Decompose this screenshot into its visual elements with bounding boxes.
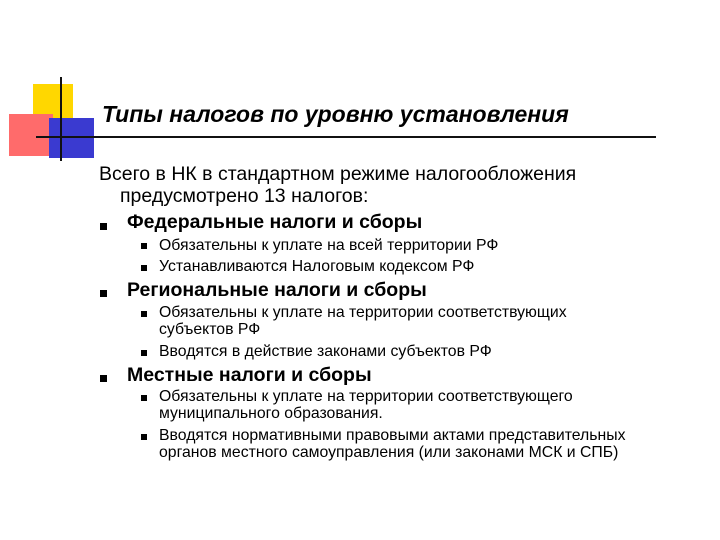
list-item: Устанавливаются Налоговым кодексом РФ — [159, 258, 475, 275]
section-bullet — [100, 290, 107, 297]
intro-line-2: предусмотрено 13 налогов: — [120, 185, 369, 207]
item-bullet — [141, 395, 147, 401]
intro-line-1: Всего в НК в стандартном режиме налогообложения — [99, 163, 577, 185]
section-bullet — [100, 223, 107, 230]
list-item-line: муниципального образования. — [159, 405, 383, 422]
decoration-vertical-line — [60, 77, 62, 161]
list-item-line: субъектов РФ — [159, 321, 261, 338]
section-heading-local: Местные налоги и сборы — [127, 364, 372, 386]
slide-title: Типы налогов по уровню установления — [102, 101, 569, 127]
item-bullet — [141, 265, 147, 271]
list-item-line: органов местного самоуправления (или законами МСК и СПБ) — [159, 444, 619, 461]
item-bullet — [141, 243, 147, 249]
list-item — [159, 388, 573, 422]
list-item-line: Вводятся нормативными правовыми актами представительных — [159, 427, 626, 444]
list-item — [159, 427, 626, 461]
list-item-line: Обязательны к уплате на территории соответствующих — [159, 304, 567, 321]
item-bullet — [141, 350, 147, 356]
list-item-line: Обязательны к уплате на территории соответствующего — [159, 388, 573, 405]
intro-text — [99, 163, 699, 207]
title-underline — [36, 136, 656, 138]
list-item: Обязательны к уплате на всей территории РФ — [159, 237, 499, 254]
decoration-blue-square — [49, 118, 94, 158]
section-heading-federal: Федеральные налоги и сборы — [127, 211, 423, 233]
item-bullet — [141, 311, 147, 317]
item-bullet — [141, 434, 147, 440]
section-bullet — [100, 375, 107, 382]
decoration-red-square — [9, 114, 53, 156]
list-item: Вводятся в действие законами субъектов РФ — [159, 343, 492, 360]
section-heading-regional: Региональные налоги и сборы — [127, 279, 427, 301]
list-item — [159, 304, 567, 338]
